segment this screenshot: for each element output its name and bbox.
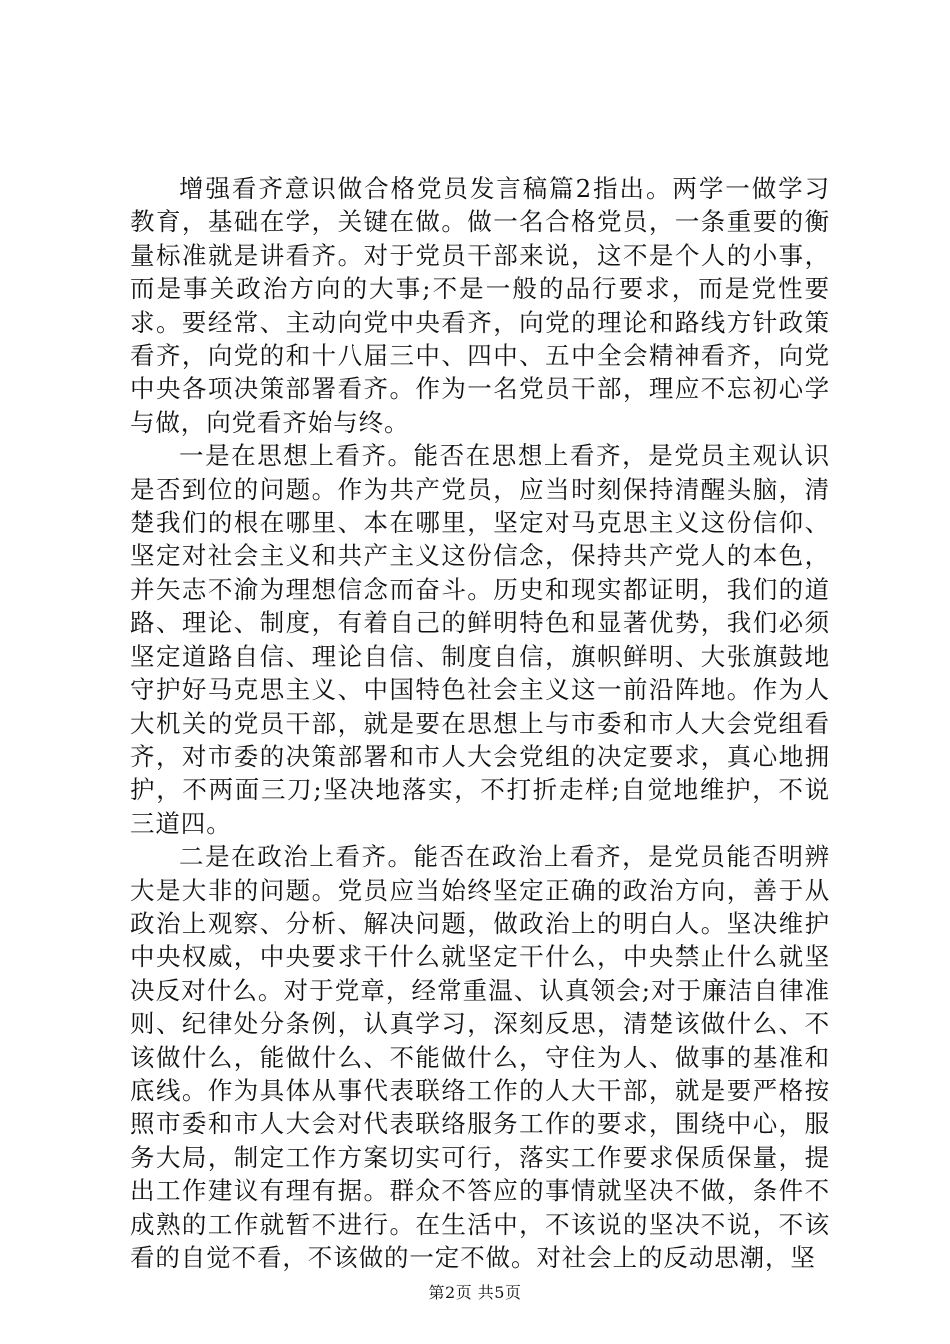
page-footer [0, 1283, 950, 1303]
page-number: 第2页 共5页 [428, 1283, 522, 1302]
paragraph-ideology: 一是在思想上看齐。能否在思想上看齐，是党员主观认识是否到位的问题。作为共产党员，应当时刻保持清醒头脑，清楚我们的根在哪里、本在哪里，坚定对马克思主义这份信仰、坚定对社会主义和共产主义这份信念，保持共产党人的本色，并矢志不渝为理想信念而奋斗。历史和现实都证明，我们的道路、理论、制度，有着自己的鲜明特色和显著优势，我们必须坚定道路自信、理论自信、制度自信，旗帜鲜明、大张旗鼓地守护好马克思主义、中国特色社会主义这一前沿阵地。作为人大机关的党员干部，就是要在思想上与市委和市人大会党组看齐，对市委的决策部署和市人大会党组的决定要求，真心地拥护，不两面三刀;坚决地落实，不打折走样;自觉地维护，不说三道四。 [130, 441, 830, 838]
paragraph-politics: 二是在政治上看齐。能否在政治上看齐，是党员能否明辨大是大非的问题。党员应当始终坚定正确的政治方向，善于从政治上观察、分析、解决问题，做政治上的明白人。坚决维护中央权威，中央要求干什么就坚定干什么，中央禁止什么就坚决反对什么。对于党章，经常重温、认真领会;对于廉洁自律准则、纪律处分条例，认真学习，深刻反思，清楚该做什么、不该做什么，能做什么、不能做什么，守住为人、做事的基准和底线。作为具体从事代表联络工作的人大干部，就是要严格按照市委和市人大会对代表联络服务工作的要求，围绕中心，服务大局，制定工作方案切实可行，落实工作要求保质保量，提出工作建议有理有据。群众不答应的事情就坚决不做，条件不成熟的工作就暂不进行。在生活中，不该说的坚决不说，不该看的自觉不看，不该做的一定不做。对社会上的反动思潮，坚 [130, 842, 830, 1272]
paragraph-intro: 增强看齐意识做合格党员发言稿篇2指出。两学一做学习教育，基础在学，关键在做。做一名合格党员，一条重要的衡量标准就是讲看齐。对于党员干部来说，这不是个人的小事，而是事关政治方向的大事;不是一般的品行要求，而是党性要求。要经常、主动向党中央看齐，向党的理论和路线方针政策看齐，向党的和十八届三中、四中、五中全会精神看齐，向党中央各项决策部署看齐。作为一名党员干部，理应不忘初心学与做，向党看齐始与终。 [130, 174, 830, 437]
document-body [130, 172, 830, 1274]
